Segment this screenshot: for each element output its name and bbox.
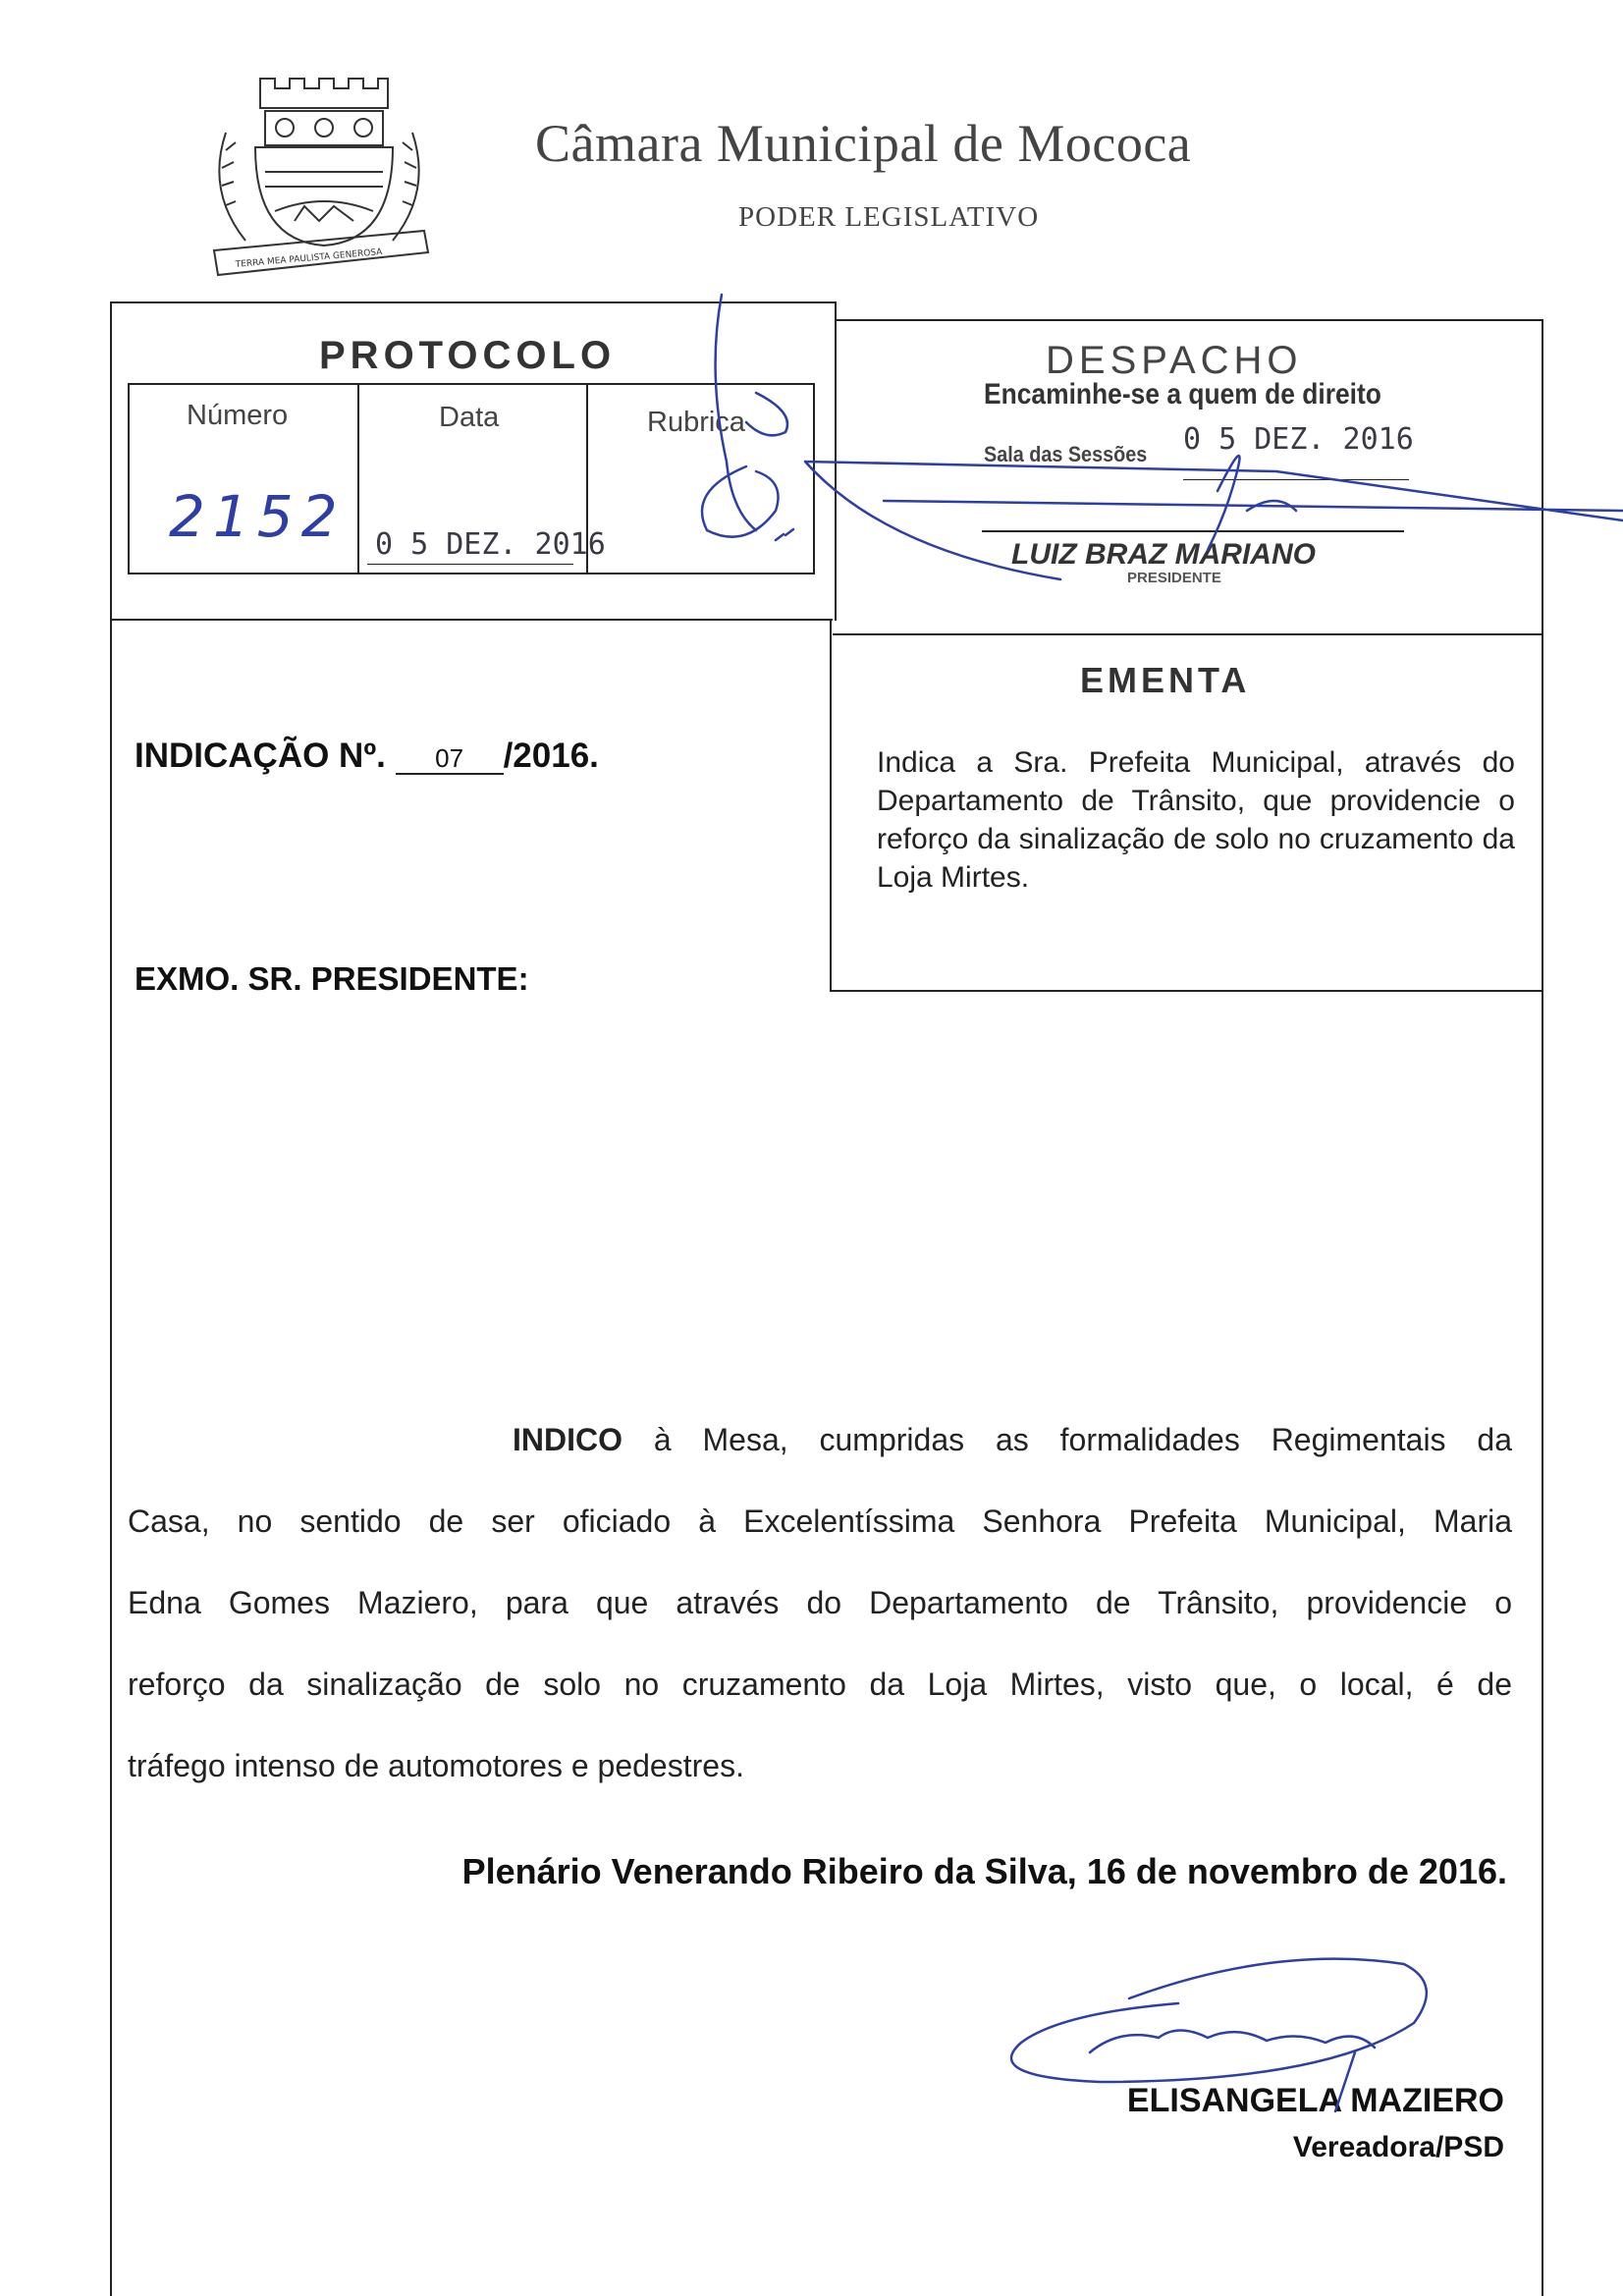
- body-line-5: tráfego intenso de automotores e pedestres.: [128, 1748, 744, 1783]
- salutation: EXMO. SR. PRESIDENTE:: [135, 960, 529, 997]
- protocolo-col-numero: Número: [187, 400, 289, 431]
- page-title: Câmara Municipal de Mococa: [535, 114, 1192, 173]
- despacho-pen-sweep: [805, 462, 1623, 579]
- protocolo-numero-value: 2152: [169, 483, 346, 550]
- protocolo-heading: PROTOCOLO: [319, 334, 617, 377]
- signature-name: ELISANGELA MAZIERO: [1126, 2082, 1504, 2119]
- despacho-sala-date: 0 5 DEZ. 2016: [1183, 422, 1414, 457]
- body-line-1-text: à Mesa, cumpridas as formalidades Regimentais da: [653, 1422, 1513, 1457]
- body-line-3: Edna Gomes Maziero, para que através do Departamento de Trânsito, providencie o: [128, 1585, 1512, 1620]
- despacho-heading: DESPACHO: [1046, 339, 1303, 382]
- despacho-sala-label: Sala das Sessões: [984, 442, 1148, 466]
- indicacao-suffix: /2016.: [503, 737, 599, 775]
- ementa-heading: EMENTA: [1080, 660, 1251, 700]
- despacho-stamp-line1: Encaminhe-se a quem de direito: [984, 378, 1381, 410]
- protocolo-data-value: 0 5 DEZ. 2016: [375, 527, 606, 562]
- body-line-4: reforço da sinalização de solo no cruzamento da Loja Mirtes, visto que, o local, é de: [128, 1667, 1512, 1702]
- closing-line: Plenário Venerando Ribeiro da Silva, 16 de novembro de 2016.: [461, 1851, 1507, 1891]
- despacho-signer: LUIZ BRAZ MARIANO: [1011, 538, 1316, 571]
- protocolo-col-rubrica: Rubrica: [647, 407, 745, 438]
- indicacao-number: 07: [396, 743, 504, 775]
- body-line-2: Casa, no sentido de ser oficiado à Excelentíssima Senhora Prefeita Municipal, Maria: [128, 1503, 1512, 1539]
- body-lead: INDICO: [513, 1422, 622, 1457]
- protocolo-col-data: Data: [439, 402, 500, 433]
- despacho-signer-role: PRESIDENTE: [1127, 570, 1221, 586]
- page-subtitle: PODER LEGISLATIVO: [738, 201, 1040, 233]
- crest-motto: TERRA MEA PAULISTA GENEROSA: [235, 246, 383, 270]
- signature-role: Vereadora/PSD: [1292, 2131, 1504, 2163]
- rubrica-scribble: [702, 295, 793, 540]
- indicacao-prefix: INDICAÇÃO Nº.: [135, 737, 386, 775]
- ementa-text: Indica a Sra. Prefeita Municipal, através do Departamento de Trânsito, que providencie o reforço da sinalização de solo no cruzamento da Loja Mirtes.: [877, 746, 1515, 894]
- elisangela-signature: [1011, 1959, 1427, 2111]
